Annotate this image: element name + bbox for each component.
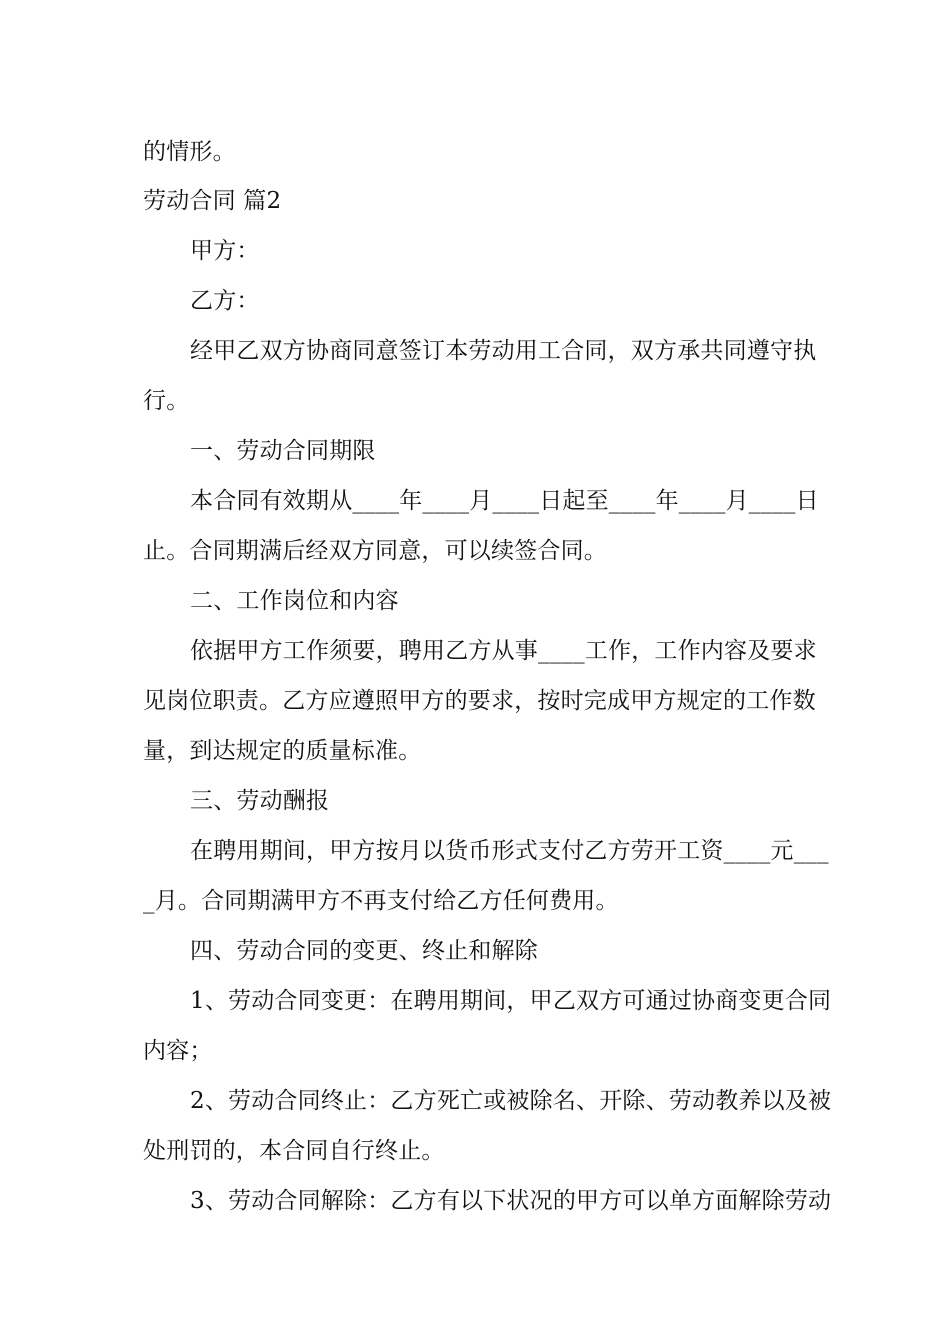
clause-heading-changes: 四、劳动合同的变更、终止和解除 [190, 938, 538, 964]
position-line-2: 见岗位职责。乙方应遵照甲方的要求，按时完成甲方规定的工作数 [143, 688, 816, 714]
position-line-3: 量，到达规定的质量标准。 [143, 738, 422, 764]
section-heading-contract-2: 劳动合同 篇2 [143, 188, 282, 214]
text-line-previous-clause-end: 的情形。 [143, 139, 236, 165]
remuneration-line-2: _月。合同期满甲方不再支付给乙方任何费用。 [143, 888, 619, 914]
party-a-label: 甲方： [190, 238, 260, 264]
changes-item-2-line-1: 2、劳动合同终止：乙方死亡或被除名、开除、劳动教养以及被 [190, 1088, 832, 1114]
clause-heading-position: 二、工作岗位和内容 [190, 588, 399, 614]
term-line-1: 本合同有效期从____年____月____日起至____年____月____日 [190, 488, 819, 514]
changes-item-3-line-1: 3、劳动合同解除：乙方有以下状况的甲方可以单方面解除劳动 [190, 1188, 832, 1214]
term-line-2: 止。合同期满后经双方同意，可以续签合同。 [143, 538, 607, 564]
party-b-label: 乙方： [190, 288, 260, 314]
changes-item-2-line-2: 处刑罚的，本合同自行终止。 [143, 1138, 445, 1164]
clause-heading-remuneration: 三、劳动酬报 [190, 788, 330, 814]
changes-item-1-line-1: 1、劳动合同变更：在聘用期间，甲乙双方可通过协商变更合同 [190, 988, 832, 1014]
preamble-line-1: 经甲乙双方协商同意签订本劳动用工合同，双方承共同遵守执 [190, 338, 817, 364]
clause-heading-term: 一、劳动合同期限 [190, 438, 376, 464]
position-line-1: 依据甲方工作须要，聘用乙方从事____工作，工作内容及要求 [190, 638, 817, 664]
remuneration-line-1: 在聘用期间，甲方按月以货币形式支付乙方劳开工资____元___ [190, 838, 829, 864]
preamble-line-2: 行。 [143, 388, 190, 414]
changes-item-1-line-2: 内容； [143, 1038, 213, 1064]
